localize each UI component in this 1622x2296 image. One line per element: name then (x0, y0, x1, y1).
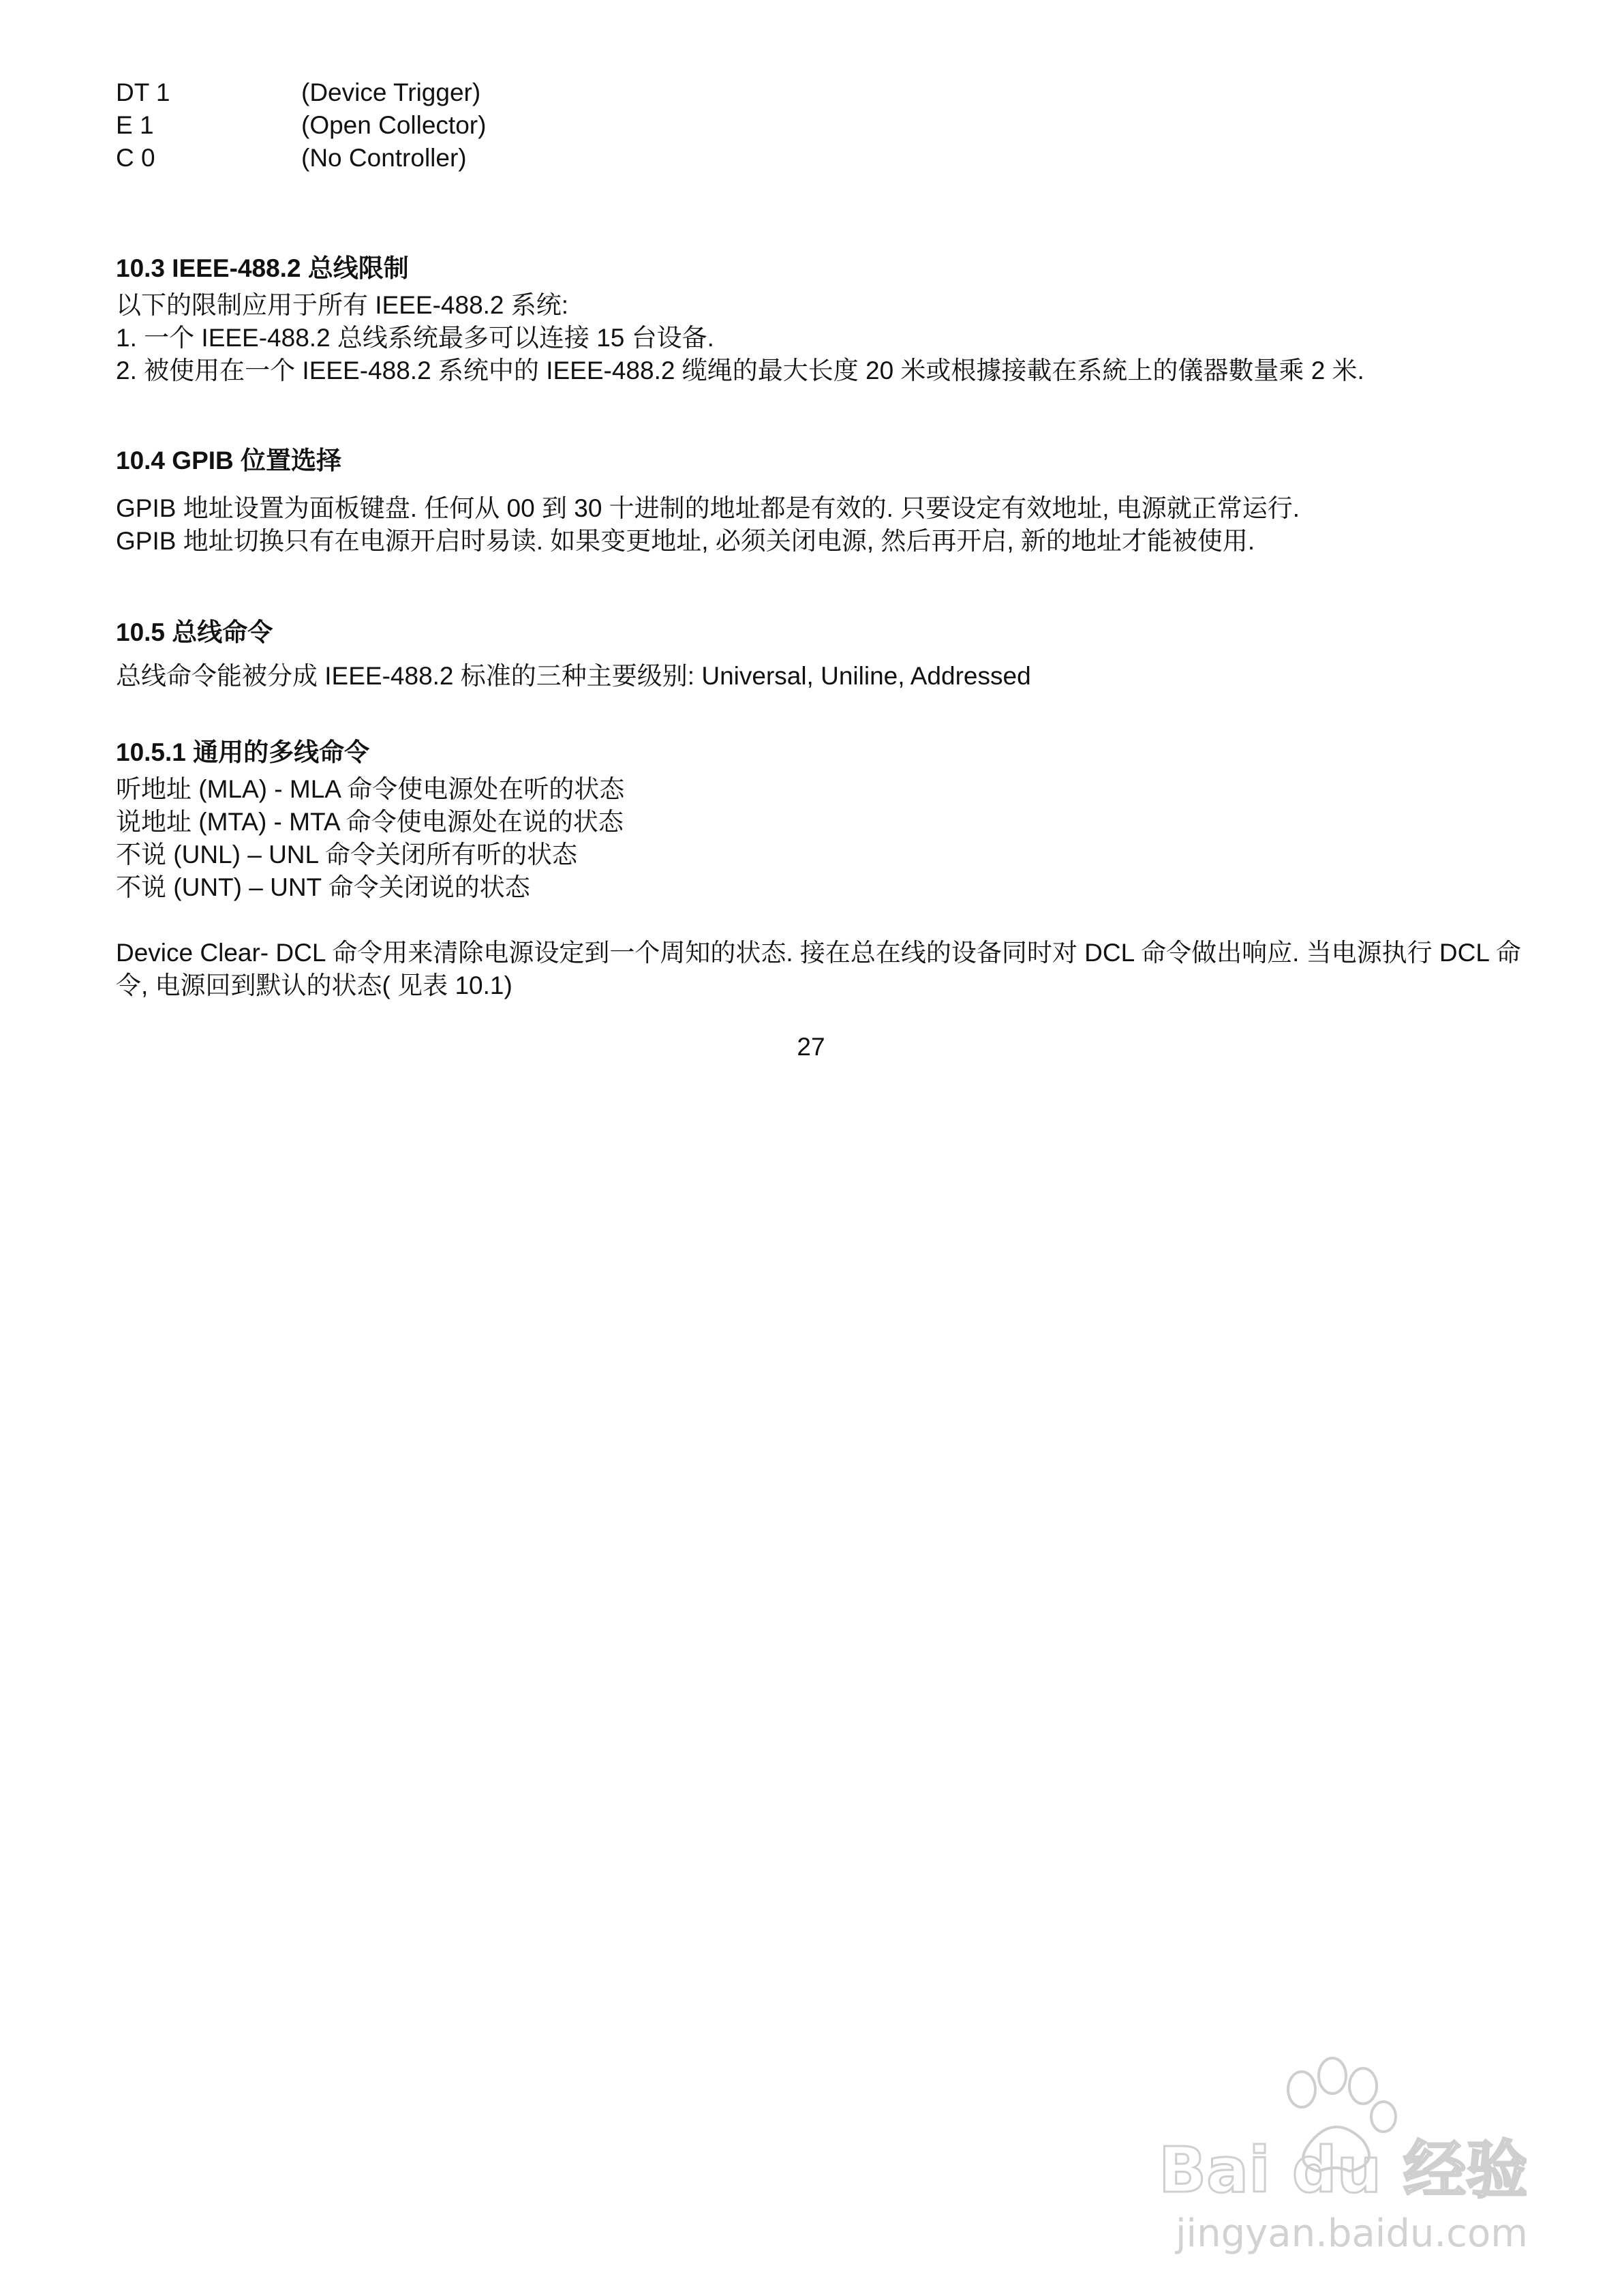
section-intro: 以下的限制应用于所有 IEEE-488.2 系统: (116, 291, 569, 319)
code-row (116, 76, 1540, 109)
paragraph-line: GPIB 地址切换只有在电源开启时易读. 如果变更地址, 必须关闭电源, 然后再开启, 新的地址才能被使用. (116, 527, 1255, 555)
watermark-url: jingyan.baidu.com (1176, 2211, 1527, 2256)
paw-logo-icon (1145, 2038, 1527, 2263)
paragraph-line: 总线命令能被分成 IEEE-488.2 标准的三种主要级别: Universal, Uniline, Addressed (116, 662, 1031, 690)
command-line: 听地址 (MLA) - MLA 命令使电源处在听的状态 (116, 775, 625, 803)
watermark-brand: Bai du 经验 (1159, 2134, 1527, 2207)
command-line: 不说 (UNT) – UNT 命令关闭说的状态 (116, 873, 530, 901)
section-heading: 10.4 GPIB 位置选择 (116, 447, 342, 474)
section-heading: 10.3 IEEE-488.2 总线限制 (116, 254, 409, 282)
section-10-5-1 (116, 736, 1540, 1002)
paragraph-line: GPIB 地址设置为面板键盘. 任何从 00 到 30 十进制的地址都是有效的. 只要设定有效地址, 电源就正常运行. (116, 494, 1300, 522)
command-line: 不说 (UNL) – UNL 命令关闭所有听的状态 (116, 841, 578, 868)
dcl-paragraph: Device Clear- DCL 命令用来清除电源设定到一个周知的状态. 接在总在线的设备同时对 DCL 命令做出响应. 当电源执行 DCL 命令, 电源回到默认的状态( 见表 10.1) (116, 939, 1521, 999)
section-heading: 10.5.1 通用的多线命令 (116, 738, 370, 766)
section-10-3 (116, 252, 1540, 387)
list-item: 1. 一个 IEEE-488.2 总线系统最多可以连接 15 台设备. (116, 324, 714, 352)
page-number: 27 (797, 1033, 825, 1061)
code-key: DT 1 (116, 78, 170, 106)
list-item: 2. 被使用在一个 IEEE-488.2 系统中的 IEEE-488.2 缆绳的最大长度 20 米或根據接載在系統上的儀器數量乘 2 米. (116, 357, 1364, 384)
code-row (116, 109, 1540, 142)
code-description: (Open Collector) (301, 111, 487, 139)
section-heading: 10.5 总线命令 (116, 618, 273, 646)
device-code-list (116, 76, 1540, 175)
section-10-4 (116, 444, 1540, 558)
code-key: E 1 (116, 111, 154, 139)
code-row (116, 142, 1540, 175)
code-description: (Device Trigger) (301, 78, 481, 106)
code-description: (No Controller) (301, 144, 467, 172)
command-line: 说地址 (MTA) - MTA 命令使电源处在说的状态 (116, 808, 624, 836)
baidu-jingyan-watermark (1145, 2038, 1527, 2263)
code-key: C 0 (116, 144, 155, 172)
section-10-5 (116, 616, 1540, 693)
